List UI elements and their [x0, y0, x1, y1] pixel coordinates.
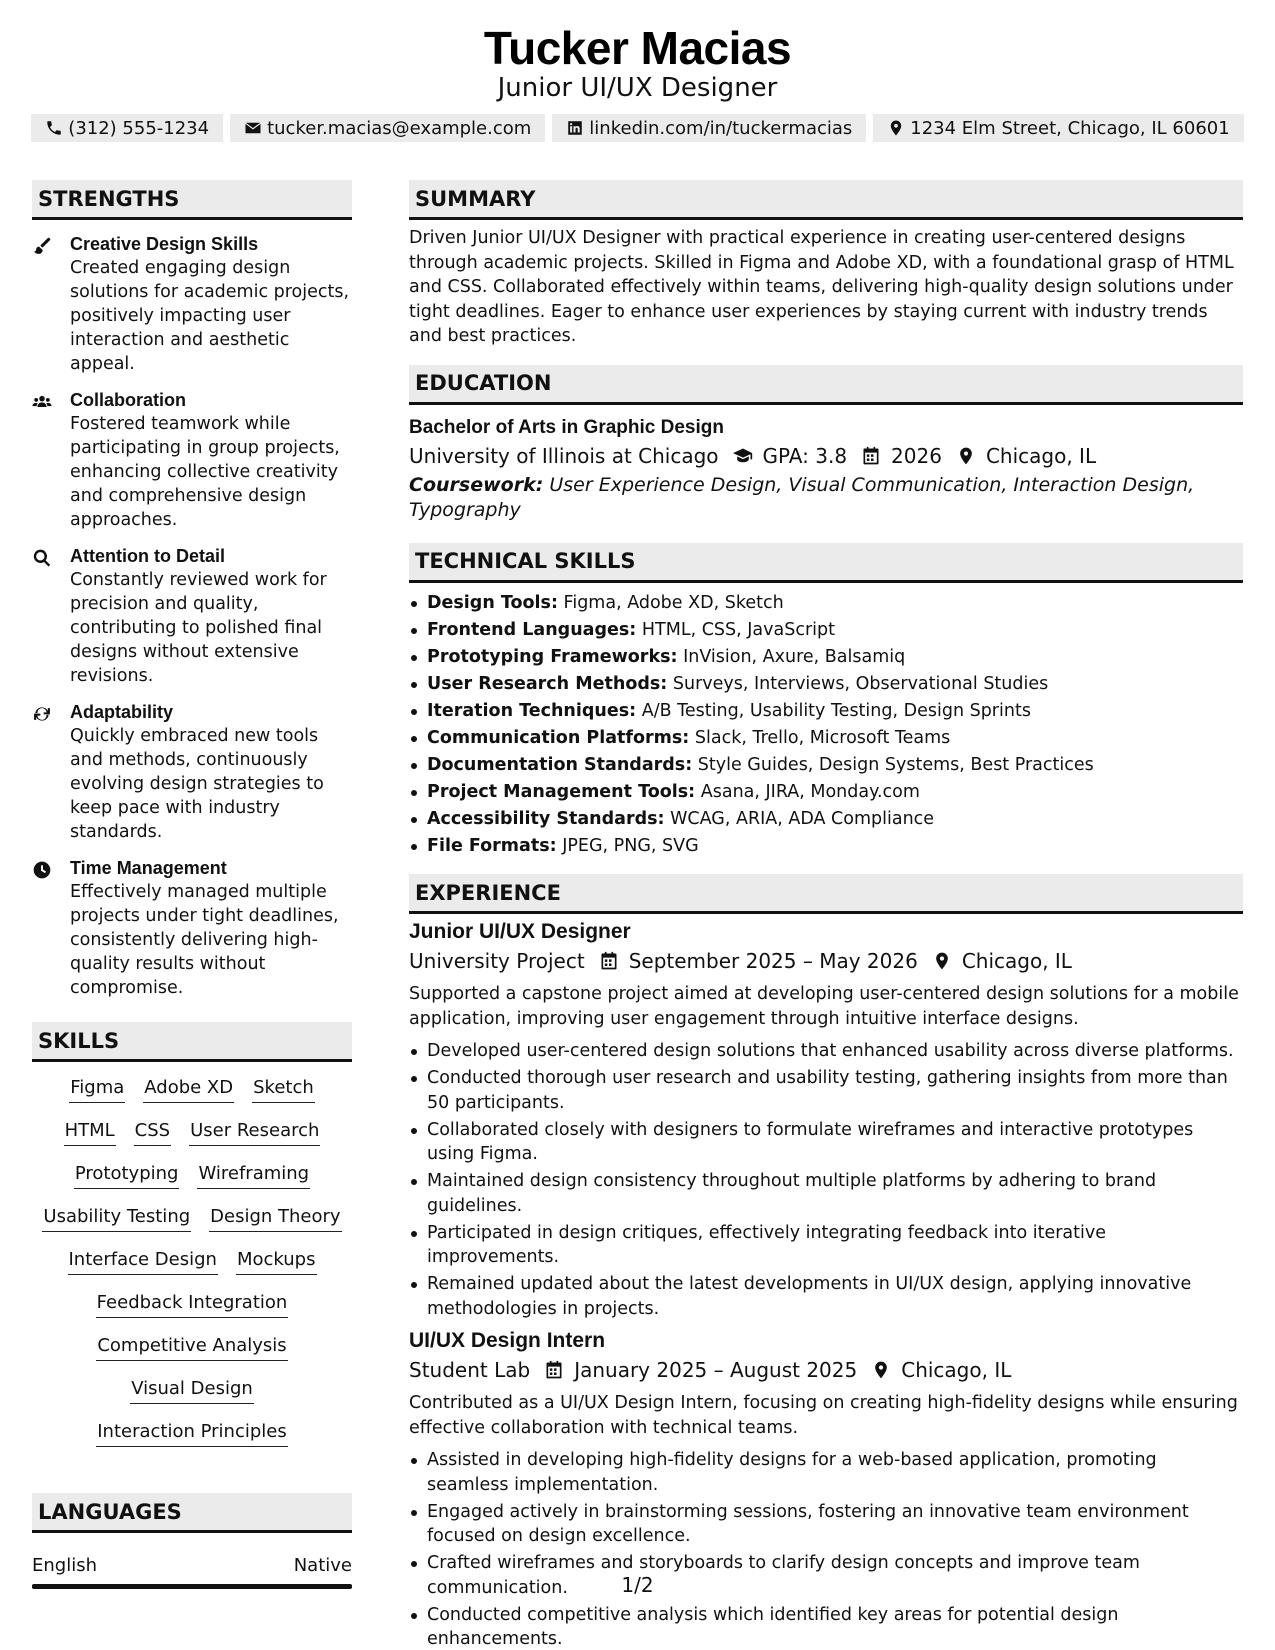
coursework-list: User Experience Design, Visual Communication, Interaction Design, Typography [409, 473, 1195, 521]
skill-tag: CSS [134, 1119, 171, 1146]
calendar-icon [861, 446, 881, 466]
strength-item [32, 232, 352, 376]
skills-list [32, 1062, 352, 1447]
skill-tag: Wireframing [197, 1162, 310, 1189]
job-dates: January 2025 – August 2025 [574, 1358, 858, 1382]
strength-title: Collaboration [70, 390, 186, 410]
clock-icon [32, 860, 52, 880]
job-description: Contributed as a UI/UX Design Intern, focusing on creating high-fidelity designs while ensuring effective collaboration with technical teams. [409, 1393, 1238, 1438]
skill-tag: Design Theory [209, 1205, 341, 1232]
candidate-role: Junior UI/UX Designer [497, 73, 778, 103]
email-text: tucker.macias@example.com [267, 117, 532, 139]
skills-heading: SKILLS [32, 1022, 352, 1062]
job-org: Student Lab [409, 1358, 531, 1382]
skill-tag: Mockups [236, 1248, 317, 1275]
left-column [32, 180, 352, 1589]
skill-tag: Adobe XD [143, 1076, 234, 1103]
map-marker-icon [956, 446, 976, 466]
list-item: Frontend Languages: HTML, CSS, JavaScript [409, 618, 1243, 643]
list-item: Documentation Standards: Style Guides, Design Systems, Best Practices [409, 753, 1243, 778]
job-dates: September 2025 – May 2026 [628, 949, 918, 973]
calendar-icon [544, 1360, 564, 1380]
brush-icon [32, 236, 52, 256]
list-item: Maintained design consistency throughout multiple platforms by adhering to brand guidelines. [409, 1169, 1243, 1218]
skill-tag: Interaction Principles [96, 1420, 288, 1447]
job-location: Chicago, IL [901, 1358, 1012, 1382]
summary-text: Driven Junior UI/UX Designer with practical experience in creating user-centered designs through academic projects. Skilled in Figma and Adobe XD, with a foundational grasp of HTML and CSS. Collaborated effectively within teams, delivering high-quality design solutions under tight deadlines. Eager to enhance user experiences by staying current with industry trends and best practices. [409, 228, 1234, 346]
job-bullets [409, 1448, 1243, 1650]
skill-tag: Interface Design [68, 1248, 218, 1275]
phone-text: (312) 555-1234 [68, 117, 210, 139]
list-item: Prototyping Frameworks: InVision, Axure, Balsamiq [409, 645, 1243, 670]
strength-desc: Created engaging design solutions for academic projects, positively impacting user interaction and aesthetic appeal. [70, 258, 350, 374]
graduation-year: 2026 [891, 443, 942, 468]
strength-title: Adaptability [70, 702, 174, 722]
address-text: 1234 Elm Street, Chicago, IL 60601 [910, 117, 1230, 139]
map-marker-icon [887, 119, 905, 137]
contact-address[interactable] [873, 114, 1243, 142]
job-entry [409, 1327, 1243, 1650]
education-location: Chicago, IL [985, 443, 1097, 468]
strengths-heading: STRENGTHS [32, 180, 352, 220]
job-description: Supported a capstone project aimed at developing user-centered design solutions for a mobile application, improving user engagement through intuitive interface designs. [409, 984, 1239, 1029]
experience-heading: EXPERIENCE [409, 874, 1243, 914]
list-item: Engaged actively in brainstorming sessions, fostering an innovative team environment focused on design excellence. [409, 1500, 1243, 1549]
envelope-icon [244, 119, 262, 137]
skill-tag: Visual Design [130, 1377, 254, 1404]
strength-item [32, 700, 352, 844]
linkedin-icon [566, 119, 584, 137]
job-meta [409, 946, 1243, 976]
job-location: Chicago, IL [961, 949, 1072, 973]
resume-header [0, 22, 1275, 142]
skill-tag: Prototyping [74, 1162, 180, 1189]
list-item: User Research Methods: Surveys, Interviews, Observational Studies [409, 672, 1243, 697]
map-marker-icon [932, 951, 952, 971]
contact-phone[interactable] [31, 114, 223, 142]
coursework-label: Coursework: [409, 473, 544, 496]
strength-desc: Effectively managed multiple projects under tight deadlines, consistently delivering high-quality results without compromise. [70, 882, 339, 998]
list-item: Accessibility Standards: WCAG, ARIA, ADA Compliance [409, 807, 1243, 832]
list-item: Remained updated about the latest developments in UI/UX design, applying innovative methodologies in projects. [409, 1272, 1243, 1321]
technical-skills-list [409, 591, 1243, 859]
job-title: UI/UX Design Intern [409, 1329, 606, 1352]
right-column [409, 180, 1243, 1650]
list-item: Participated in design critiques, effectively integrating feedback into iterative improvements. [409, 1221, 1243, 1270]
list-item: Iteration Techniques: A/B Testing, Usability Testing, Design Sprints [409, 699, 1243, 724]
list-item: Developed user-centered design solutions that enhanced usability across diverse platforms. [409, 1039, 1243, 1064]
strength-item [32, 544, 352, 688]
language-name: English [32, 1555, 97, 1576]
summary-heading: SUMMARY [409, 180, 1243, 220]
education-meta [409, 441, 1243, 471]
gpa: GPA: 3.8 [762, 443, 848, 468]
list-item: Assisted in developing high-fidelity designs for a web-based application, promoting seamless implementation. [409, 1448, 1243, 1497]
strength-title: Attention to Detail [70, 546, 225, 566]
sync-icon [32, 704, 52, 724]
linkedin-text: linkedin.com/in/tuckermacias [589, 117, 853, 139]
job-entry [409, 918, 1243, 1321]
skill-tag: Figma [69, 1076, 125, 1103]
users-icon [32, 392, 52, 412]
list-item: Collaborated closely with designers to formulate wireframes and interactive prototypes using Figma. [409, 1118, 1243, 1167]
skill-tag: Sketch [252, 1076, 315, 1103]
languages-heading: LANGUAGES [32, 1493, 352, 1533]
graduation-cap-icon [733, 446, 753, 466]
list-item: Conducted thorough user research and usability testing, gathering insights from more than 50 participants. [409, 1066, 1243, 1115]
school-name: University of Illinois at Chicago [409, 443, 719, 468]
list-item: Crafted wireframes and storyboards to clarify design concepts and improve team communication. [409, 1551, 1243, 1600]
contact-bar [0, 114, 1275, 142]
job-bullets [409, 1039, 1243, 1321]
strength-title: Time Management [70, 858, 227, 878]
skill-tag: User Research [189, 1119, 320, 1146]
job-org: University Project [409, 949, 585, 973]
job-meta [409, 1355, 1243, 1385]
strength-desc: Fostered teamwork while participating in group projects, enhancing collective creativity and comprehensive design approaches. [70, 414, 340, 530]
calendar-icon [599, 951, 619, 971]
skill-tag: Feedback Integration [96, 1291, 289, 1318]
list-item: Communication Platforms: Slack, Trello, Microsoft Teams [409, 726, 1243, 751]
contact-email[interactable] [230, 114, 545, 142]
contact-linkedin[interactable] [552, 114, 866, 142]
degree-title: Bachelor of Arts in Graphic Design [409, 416, 724, 438]
skill-tag: Competitive Analysis [96, 1334, 287, 1361]
search-icon [32, 548, 52, 568]
candidate-name: Tucker Macias [483, 22, 792, 74]
skill-tag: Usability Testing [42, 1205, 191, 1232]
language-level: Native [293, 1555, 352, 1576]
education-heading: EDUCATION [409, 365, 1243, 405]
list-item: Conducted competitive analysis which identified key areas for potential design enhancements. [409, 1603, 1243, 1650]
list-item: File Formats: JPEG, PNG, SVG [409, 834, 1243, 859]
strength-item [32, 856, 352, 1000]
technical-skills-heading: TECHNICAL SKILLS [409, 543, 1243, 583]
skill-tag: HTML [64, 1119, 116, 1146]
phone-icon [45, 119, 63, 137]
coursework [409, 473, 1243, 523]
list-item: Project Management Tools: Asana, JIRA, Monday.com [409, 780, 1243, 805]
strength-desc: Quickly embraced new tools and methods, continuously evolving design strategies to keep pace with industry standards. [70, 726, 324, 842]
job-title: Junior UI/UX Designer [409, 920, 631, 943]
list-item: Design Tools: Figma, Adobe XD, Sketch [409, 591, 1243, 616]
strength-desc: Constantly reviewed work for precision and quality, contributing to polished final designs without extensive revisions. [70, 570, 327, 686]
map-marker-icon [871, 1360, 891, 1380]
strength-item [32, 388, 352, 532]
strength-title: Creative Design Skills [70, 234, 259, 254]
page-indicator: 1/2 [621, 1573, 654, 1597]
